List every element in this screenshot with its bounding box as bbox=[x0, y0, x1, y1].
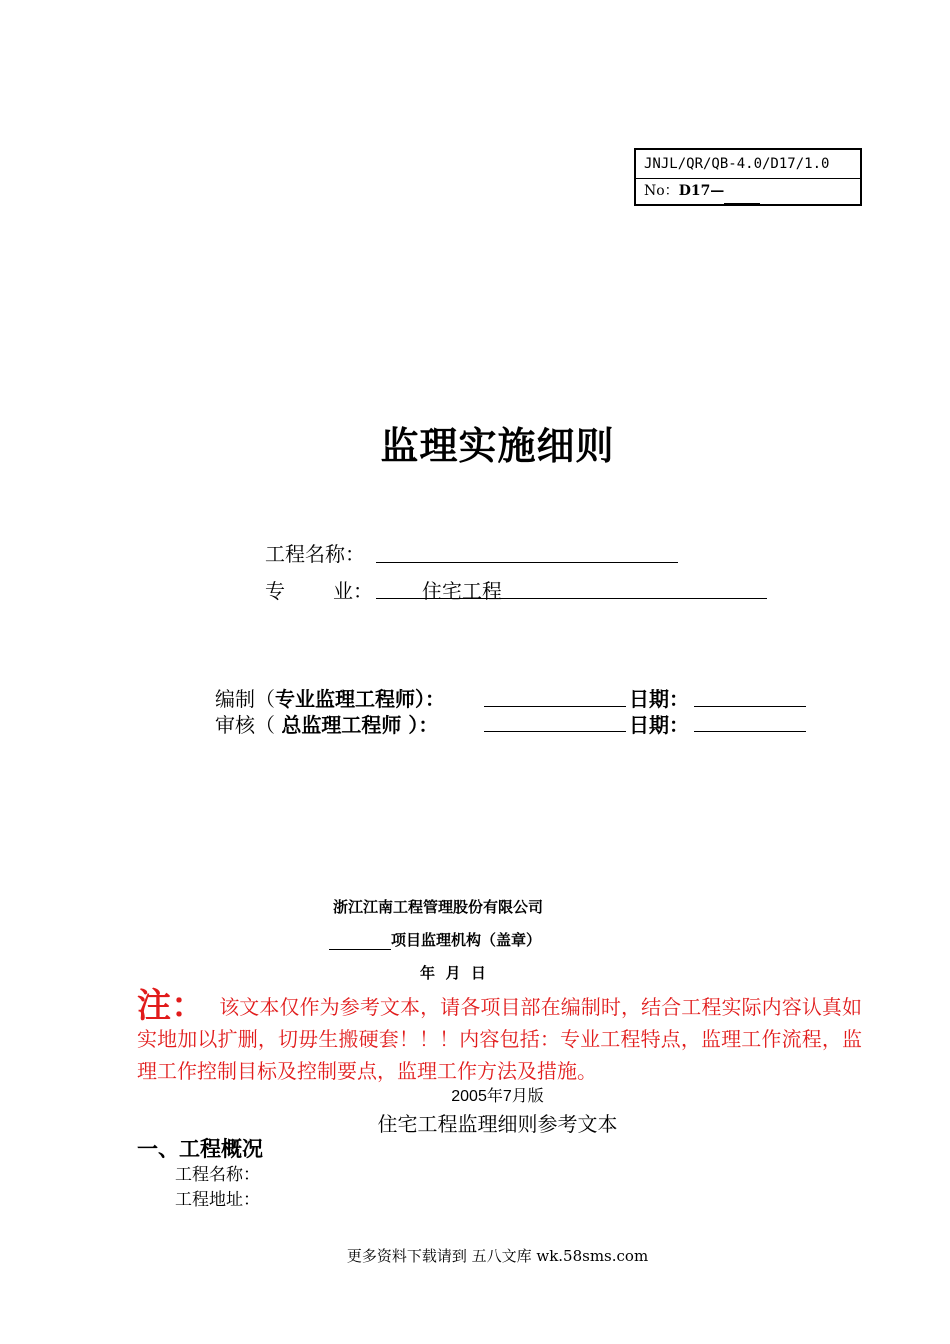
document-number bbox=[636, 179, 860, 204]
compile-role: 专业监理工程师）： bbox=[275, 687, 445, 711]
project-name-line bbox=[376, 540, 678, 563]
review-name-line bbox=[484, 709, 626, 732]
document-title: 监理实施细则 bbox=[380, 424, 615, 468]
compile-row bbox=[215, 683, 445, 712]
specialty-value: 住宅工程 bbox=[422, 579, 502, 603]
section-heading: 一、工程概况 bbox=[137, 1137, 263, 1161]
project-name-label: 工程名称： bbox=[265, 542, 365, 566]
section-item-project-name: 工程名称： bbox=[175, 1165, 260, 1185]
compile-name-line bbox=[484, 684, 626, 707]
review-prefix: 审核（ bbox=[215, 713, 275, 737]
specialty-label-1: 专 bbox=[265, 579, 285, 603]
review-role: 总监理工程师 ）： bbox=[281, 713, 439, 737]
review-date-line bbox=[694, 709, 806, 732]
seal-date: 年 月 日 bbox=[420, 964, 486, 982]
supervision-org: 项目监理机构（盖章） bbox=[329, 929, 541, 950]
reference-note bbox=[137, 986, 863, 1087]
compile-date-label: 日期： bbox=[629, 687, 689, 711]
review-date-label: 日期： bbox=[629, 713, 689, 737]
document-number-value: D17— bbox=[678, 183, 725, 199]
review-row bbox=[215, 709, 438, 738]
note-text: 该文本仅作为参考文本，请各项目部在编制时，结合工程实际内容认真如实地加以扩删，切毋生搬硬套！！！内容包括：专业工程特点，监理工作流程，监理工作控制目标及控制要点，监理工作方法及措施。 bbox=[137, 995, 863, 1083]
footer-text: 更多资料下载请到 五八文库 wk.58sms.com bbox=[346, 1247, 649, 1265]
edition: 2005年7月版 bbox=[451, 1088, 544, 1105]
company-name: 浙江江南工程管理股份有限公司 bbox=[333, 898, 544, 916]
compile-date-line bbox=[694, 684, 806, 707]
compile-prefix: 编制（ bbox=[215, 687, 275, 711]
document-code-box bbox=[634, 148, 862, 206]
document-code: JNJL/QR/QB-4.0/D17/1.0 bbox=[636, 150, 860, 179]
note-head: 注： bbox=[137, 986, 206, 1026]
org-blank bbox=[329, 935, 391, 950]
reference-subtitle: 住宅工程监理细则参考文本 bbox=[377, 1112, 618, 1136]
specialty-label-2: 业： bbox=[333, 579, 373, 603]
document-number-label: No： bbox=[644, 183, 679, 199]
section-item-project-address: 工程地址： bbox=[175, 1190, 260, 1210]
document-number-blank bbox=[724, 189, 760, 204]
